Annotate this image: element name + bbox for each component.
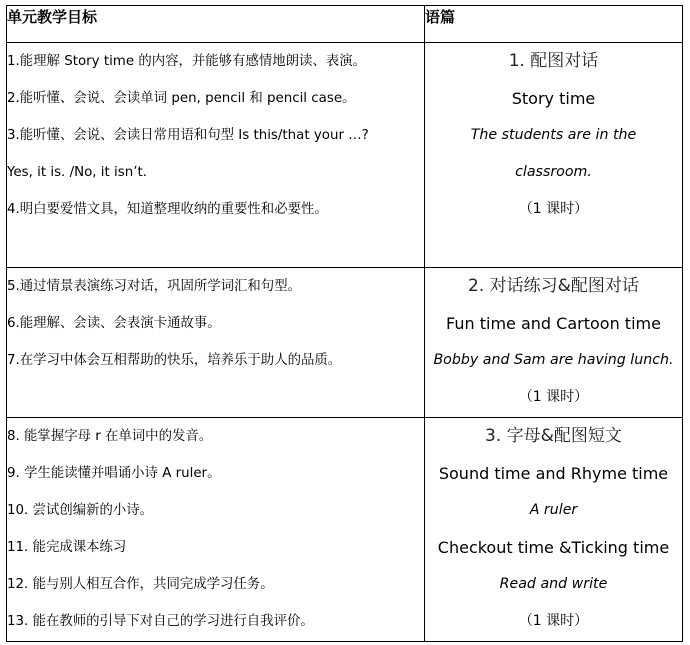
- objective-item: 7.在学习中体会互相帮助的快乐，培养乐于助人的品质。: [7, 353, 342, 368]
- objective-item: 10. 尝试创编新的小诗。: [7, 503, 154, 518]
- section-row-1: [7, 43, 683, 268]
- text-scene-2: Read and write: [499, 576, 608, 592]
- objective-item: 6.能理解、会读、会表演卡通故事。: [7, 316, 221, 331]
- text-cell-2: [425, 268, 683, 418]
- objective-item: Yes, it is. /No, it isn’t.: [7, 165, 147, 180]
- objective-item: 1.能理解 Story time 的内容，并能够有感情地朗读、表演。: [7, 54, 366, 69]
- objectives-header: 单元教学目标: [7, 6, 425, 43]
- text-heading: 1. 配图对话: [508, 51, 599, 71]
- text-name-2: Checkout time &Ticking time: [437, 538, 670, 557]
- objective-item: 8. 能掌握字母 r 在单词中的发音。: [7, 429, 213, 444]
- text-scene: Bobby and Sam are having lunch.: [433, 352, 674, 368]
- objective-item: 13. 能在教师的引导下对自己的学习进行自我评价。: [7, 614, 314, 629]
- objective-item: 9. 学生能读懂并唱诵小诗 A ruler。: [7, 466, 221, 481]
- header-row: [7, 6, 683, 43]
- objectives-cell-2: [7, 268, 425, 418]
- objective-item: 4.明白要爱惜文具，知道整理收纳的重要性和必要性。: [7, 202, 328, 217]
- objective-item: 11. 能完成课本练习: [7, 540, 127, 555]
- objectives-cell-3: [7, 418, 425, 642]
- text-name: Sound time and Rhyme time: [438, 464, 669, 483]
- text-hours: （1 课时）: [518, 201, 589, 217]
- text-cell-1: [425, 43, 683, 268]
- objective-item: 3.能听懂、会说、会读日常用语和句型 Is this/that your …?: [7, 128, 369, 143]
- text-cell-3: [425, 418, 683, 642]
- objective-item: 12. 能与别人相互合作，共同完成学习任务。: [7, 577, 274, 592]
- text-hours: （1 课时）: [518, 389, 589, 405]
- objective-item: 5.通过情景表演练习对话，巩固所学词汇和句型。: [7, 279, 301, 294]
- section-row-2: [7, 268, 683, 418]
- text-name: Story time: [511, 89, 596, 108]
- text-heading: 2. 对话练习&配图对话: [468, 276, 639, 296]
- section-row-3: [7, 418, 683, 642]
- texts-header: 语篇: [425, 6, 683, 43]
- text-hours: （1 课时）: [518, 613, 589, 629]
- objective-item: 2.能听懂、会说、会读单词 pen, pencil 和 pencil case。: [7, 91, 356, 106]
- unit-plan-table: [6, 5, 683, 642]
- text-scene: The students are in the classroom.: [470, 127, 637, 180]
- text-scene: A ruler: [529, 502, 578, 518]
- text-heading: 3. 字母&配图短文: [485, 426, 622, 446]
- objectives-cell-1: [7, 43, 425, 268]
- text-name: Fun time and Cartoon time: [446, 314, 661, 333]
